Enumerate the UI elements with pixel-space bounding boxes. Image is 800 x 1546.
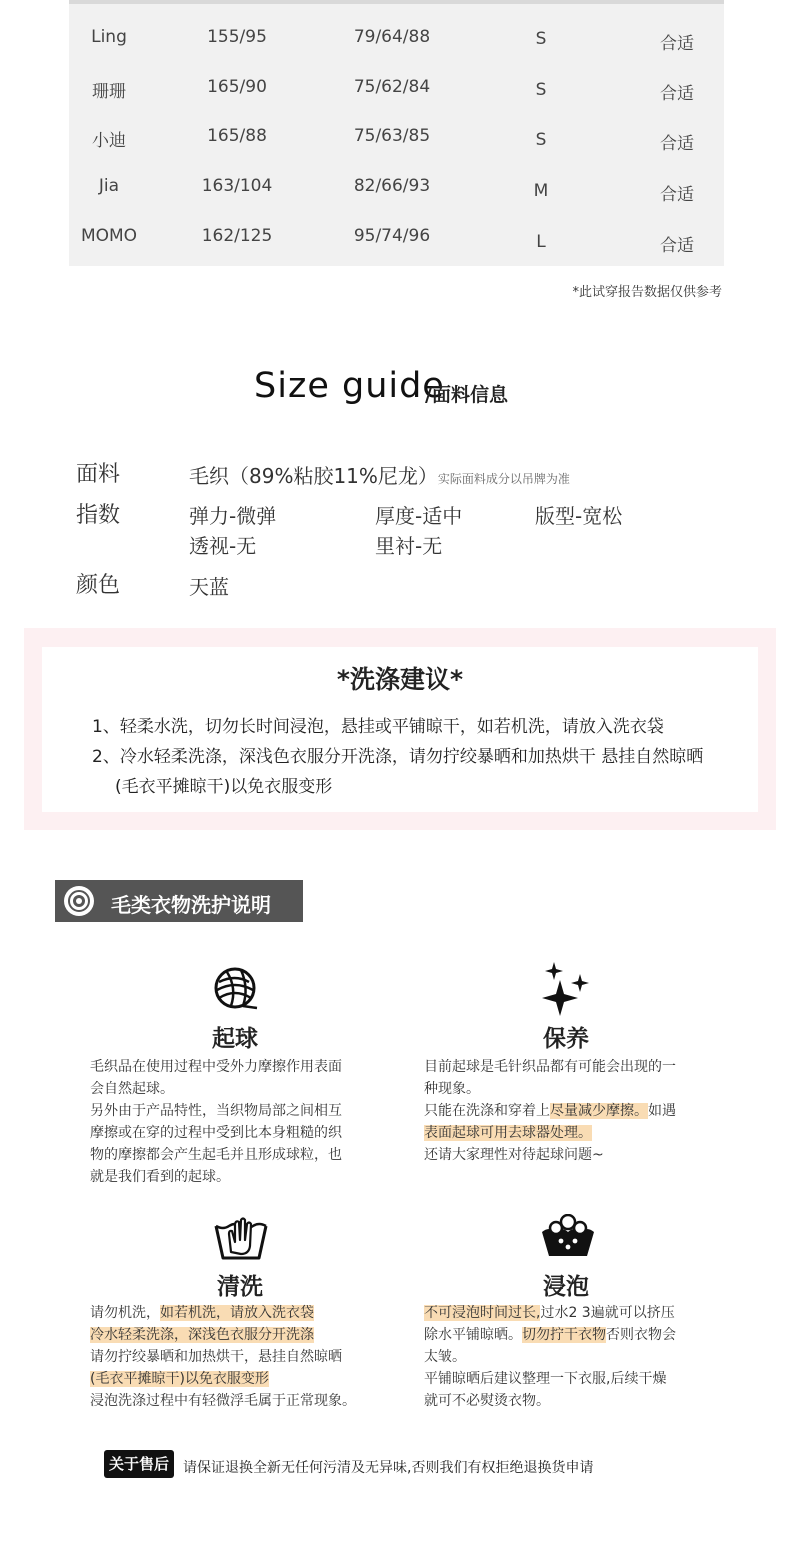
pilling-line: 就是我们看到的起球。 (90, 1169, 230, 1185)
tryon-name: Jia (98, 176, 120, 196)
pilling-text (90, 1056, 342, 1188)
soaking-highlight: 不可浸泡时间过长, (424, 1305, 541, 1321)
washing-advice-line: (毛衣平摊晾干)以免衣服变形 (115, 777, 333, 797)
table-row (69, 126, 724, 156)
tryon-measurements: 95/74/96 (353, 226, 431, 246)
soaking-title: 浸泡 (543, 1274, 589, 1300)
washing-text-segment: 请勿机洗， (90, 1305, 160, 1321)
washing-advice-line: 2、冷水轻柔洗涤，深浅色衣服分开洗涤，请勿拧绞暴晒和加热烘干 悬挂自然晾晒 (92, 747, 704, 767)
tryon-size: M (533, 181, 549, 201)
soaking-line: 平铺晾晒后建议整理一下衣服,后续干燥 (424, 1371, 667, 1387)
pilling-line: 毛织品在使用过程中受外力摩擦作用表面 (90, 1059, 342, 1075)
size-guide-subtitle: /面料信息 (425, 384, 508, 406)
index-label: 指数 (76, 503, 121, 528)
index-thickness: 厚度-适中 (375, 504, 463, 528)
tryon-fit: 合适 (660, 185, 694, 205)
pilling-title: 起球 (212, 1026, 258, 1052)
care-banner-title: 毛类衣物洗护说明 (111, 893, 271, 917)
care-banner-logo-icon (64, 886, 94, 916)
washing-line (90, 1302, 356, 1324)
maintenance-text-segment: 如遇 (648, 1103, 676, 1119)
maintenance-line (424, 1122, 676, 1144)
washing-title: 清洗 (217, 1274, 263, 1300)
size-guide-title: Size guide (254, 366, 445, 406)
tryon-measurements: 75/62/84 (353, 77, 431, 97)
maintenance-highlight: 尽量减少摩擦。 (550, 1103, 648, 1119)
soaking-line (424, 1302, 676, 1324)
washing-line: 浸泡洗涤过程中有轻微浮毛属于正常现象。 (90, 1393, 356, 1409)
tryon-measurements: 82/66/93 (353, 176, 431, 196)
table-row (69, 226, 724, 256)
soaking-text-segment: 否则衣物会 (606, 1327, 676, 1343)
tryon-name: 珊珊 (92, 82, 126, 102)
tryon-fit: 合适 (660, 34, 694, 54)
index-fit-type: 版型-宽松 (535, 504, 623, 528)
soaking-line: 就可不必熨烫衣物。 (424, 1393, 550, 1409)
pilling-line: 摩擦或在穿的过程中受到比本身粗糙的织 (90, 1125, 342, 1141)
soak-basin-icon (540, 1214, 596, 1262)
table-row (69, 176, 724, 206)
hand-wash-icon (213, 1212, 269, 1266)
tryon-size: S (535, 130, 547, 150)
washing-highlight: 如若机洗，请放入洗衣袋 (160, 1305, 314, 1321)
tryon-size: S (535, 29, 547, 49)
after-sales-text: 请保证退换全新无任何污清及无异味,否则我们有权拒绝退换货申请 (183, 1460, 594, 1476)
washing-text (90, 1302, 356, 1412)
washing-line (90, 1368, 356, 1390)
pilling-line: 会自然起球。 (90, 1081, 174, 1097)
fabric-value: 毛织（89%粘胶11%尼龙） (189, 464, 438, 488)
index-lining: 里衬-无 (375, 534, 443, 558)
washing-highlight: 冷水轻柔洗涤，深浅色衣服分开洗涤 (90, 1327, 314, 1343)
pilling-line: 物的摩擦都会产生起毛并且形成球粒，也 (90, 1147, 342, 1163)
tryon-measurements: 79/64/88 (353, 27, 431, 47)
after-sales-badge: 关于售后 (104, 1450, 174, 1478)
table-row (69, 27, 724, 57)
tryon-height-weight: 163/104 (201, 176, 273, 196)
tryon-measurements: 75/63/85 (353, 126, 431, 146)
washing-line (90, 1324, 356, 1346)
maintenance-text-segment: 只能在洗涤和穿着上 (424, 1103, 550, 1119)
maintenance-line: 目前起球是毛针织品都有可能会出现的一 (424, 1059, 676, 1075)
tryon-name: 小迪 (92, 131, 126, 151)
soaking-text-segment: 过水2 3遍就可以挤压 (540, 1305, 675, 1321)
washing-highlight: (毛衣平摊晾干)以免衣服变形 (90, 1371, 269, 1387)
sparkle-icon (538, 960, 594, 1020)
soaking-text-segment: 除水平铺晾晒。 (424, 1327, 522, 1343)
color-label: 颜色 (76, 573, 121, 598)
tryon-fit: 合适 (660, 236, 694, 256)
tryon-fit: 合适 (660, 84, 694, 104)
index-transparency: 透视-无 (189, 534, 257, 558)
tryon-fit: 合适 (660, 134, 694, 154)
maintenance-line: 种现象。 (424, 1081, 480, 1097)
soaking-text (424, 1302, 676, 1412)
pilling-line: 另外由于产品特性，当织物局部之间相互 (90, 1103, 342, 1119)
fabric-note: 实际面料成分以吊牌为准 (437, 472, 570, 486)
soaking-line (424, 1324, 676, 1346)
tryon-height-weight: 162/125 (201, 226, 273, 246)
tryon-height-weight: 165/90 (207, 77, 267, 97)
washing-advice-title: *洗涤建议* (336, 665, 464, 694)
maintenance-text (424, 1056, 676, 1166)
tryon-name: Ling (91, 27, 127, 47)
color-value: 天蓝 (189, 575, 229, 599)
index-elasticity: 弹力-微弹 (189, 504, 277, 528)
maintenance-highlight: 表面起球可用去球器处理。 (424, 1125, 592, 1141)
maintenance-title: 保养 (543, 1026, 589, 1052)
soaking-highlight: 切勿拧干衣物 (522, 1327, 606, 1343)
table-row (69, 77, 724, 107)
washing-advice-line: 1、轻柔水洗，切勿长时间浸泡，悬挂或平铺晾干，如若机洗，请放入洗衣袋 (92, 717, 664, 737)
fabric-info (189, 460, 570, 489)
fabric-label: 面料 (76, 462, 121, 487)
tryon-height-weight: 165/88 (207, 126, 267, 146)
tryon-size: S (535, 80, 547, 100)
tryon-height-weight: 155/95 (207, 27, 267, 47)
maintenance-line: 还请大家理性对待起球问题~ (424, 1147, 604, 1163)
tryon-table-divider (69, 0, 724, 4)
maintenance-line (424, 1100, 676, 1122)
yarn-ball-icon (213, 966, 259, 1016)
tryon-size: L (536, 232, 546, 252)
tryon-disclaimer: *此试穿报告数据仅供参考 (572, 285, 722, 300)
soaking-line: 太皱。 (424, 1349, 466, 1365)
tryon-name: MOMO (80, 226, 138, 246)
washing-line: 请勿拧绞暴晒和加热烘干，悬挂自然晾晒 (90, 1349, 342, 1365)
